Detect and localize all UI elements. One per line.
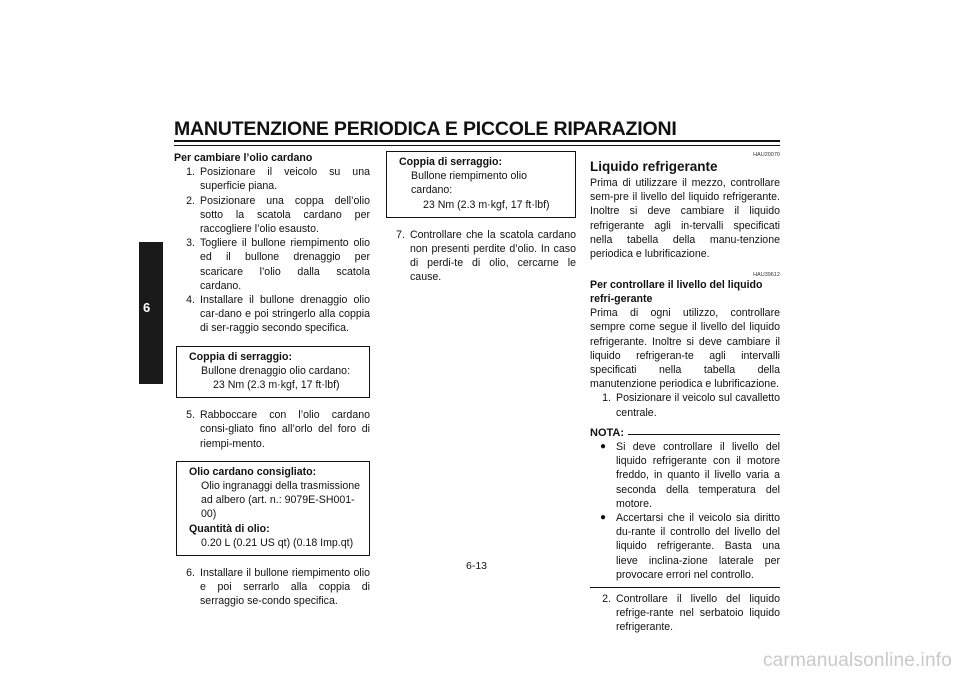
column-right — [590, 151, 780, 635]
section-heading-gear-oil: Per cambiare l’olio cardano — [174, 152, 313, 164]
spec-label: Olio cardano consigliato: — [189, 465, 317, 478]
step-number: 1. — [186, 166, 195, 179]
spec-label: Coppia di serraggio: — [189, 350, 293, 363]
step-item — [590, 391, 780, 419]
step-number: 3. — [186, 237, 195, 250]
step-item — [174, 293, 370, 336]
paragraph: Prima di utilizzare il mezzo, controllare sem-pre il livello del liquido refrigerante. Inoltre si deve cambiare il liquido refrigerante agli in-tervalli specificati nella tabella della manu-tenzione periodica e lubrificazione. — [590, 177, 780, 261]
step-number: 4. — [186, 294, 195, 307]
step-number: 1. — [602, 392, 611, 405]
bullet-text: Accertarsi che il veicolo sia diritto du-rante il controllo del livello del liquido refrigerante. Basta una lieve inclina-zione laterale per provocare errori nel controllo. — [616, 512, 780, 581]
step-text: Installare il bullone riempimento olio e poi serrarlo alla coppia di serraggio se-condo specifica. — [200, 567, 370, 608]
subsection-title: Per controllare il livello del liquido refri-gerante — [590, 279, 763, 305]
chapter-tab-number: 6 — [143, 300, 151, 315]
step-item — [384, 228, 576, 285]
step-number: 2. — [186, 194, 195, 207]
step-text: Posizionare il veicolo sul cavalletto centrale. — [616, 392, 780, 419]
step-text: Rabboccare con l’olio cardano consi-gliato fino all’orlo del foro di riempi-mento. — [200, 409, 370, 450]
note-rule — [628, 434, 780, 435]
section-title-coolant: Liquido refrigerante — [590, 159, 718, 174]
note-label: NOTA: — [590, 426, 625, 439]
step-item — [174, 194, 370, 237]
step-text: Posizionare il veicolo su una superficie piana. — [200, 166, 370, 193]
spec-line: Bullone drenaggio olio cardano: — [201, 364, 351, 377]
step-item — [590, 592, 780, 635]
step-item — [174, 165, 370, 193]
reference-code: HAU20070 — [753, 152, 780, 158]
spec-value: 0.20 L (0.21 US qt) (0.18 Imp.qt) — [201, 536, 354, 549]
step-number: 6. — [186, 567, 195, 580]
spec-value: 23 Nm (2.3 m·kgf, 17 ft·lbf) — [213, 379, 340, 392]
spec-line: Bullone riempimento olio cardano: — [411, 170, 528, 197]
bullet-text: Si deve controllare il livello del liquido refrigerante con il motore freddo, in quanto il livello varia a seconda della temperatura del motore. — [616, 441, 780, 510]
note-bullet — [590, 440, 780, 511]
step-text: Installare il bullone drenaggio olio car-dano e poi stringerlo alla coppia di ser-raggio secondo specifica. — [200, 294, 370, 335]
watermark-text: carmanualsonline.info — [762, 650, 952, 671]
paragraph: Prima di ogni utilizzo, controllare sempre come segue il livello del liquido refrigerante. Inoltre si deve cambiare il liquido refrigeran-te agli intervalli specificati nella tabella della manutenzione periodica e lubrificazione. — [590, 307, 780, 391]
step-number: 7. — [396, 228, 405, 241]
note-bullet — [590, 511, 780, 582]
step-text: Posizionare una coppa dell’olio sotto la scatola cardano per raccogliere l’olio esausto. — [200, 194, 370, 236]
reference-code: HAU39612 — [753, 272, 780, 279]
step-item — [174, 236, 370, 293]
step-text: Controllare che la scatola cardano non presenti perdite d’olio. In caso di perdi-te di olio, cercarne le cause. — [410, 228, 576, 284]
page-number: 6-13 — [466, 560, 488, 572]
torque-spec-box — [176, 346, 370, 399]
spec-value: 23 Nm (2.3 m·kgf, 17 ft·lbf) — [423, 198, 550, 211]
step-item — [174, 566, 370, 609]
spec-line: Olio ingranaggi della trasmissione ad albero (art. n.: 9079E-SH001-00) — [201, 480, 360, 521]
bullet-icon: ● — [599, 512, 607, 524]
oil-spec-box — [176, 461, 370, 556]
column-left — [174, 151, 370, 609]
header-rule-thick — [174, 140, 780, 142]
spec-label: Quantità di olio: — [189, 522, 270, 535]
bullet-icon: ● — [599, 441, 607, 453]
header-rule-thin — [174, 145, 780, 146]
page-header-title: MANUTENZIONE PERIODICA E PICCOLE RIPARAZIONI — [174, 118, 677, 140]
step-number: 5. — [186, 409, 195, 422]
step-number: 2. — [602, 593, 611, 606]
column-middle — [384, 151, 576, 285]
note-header — [590, 426, 780, 440]
step-text: Controllare il livello del liquido refrige-rante nel serbatoio liquido refrigerante. — [616, 593, 780, 634]
spec-label: Coppia di serraggio: — [399, 156, 503, 168]
step-item — [174, 408, 370, 451]
torque-spec-box — [386, 151, 576, 218]
note-end-rule — [590, 587, 780, 588]
step-text: Togliere il bullone riempimento olio ed il bullone drenaggio per scaricare l’olio dalla scatola cardano. — [200, 237, 370, 292]
